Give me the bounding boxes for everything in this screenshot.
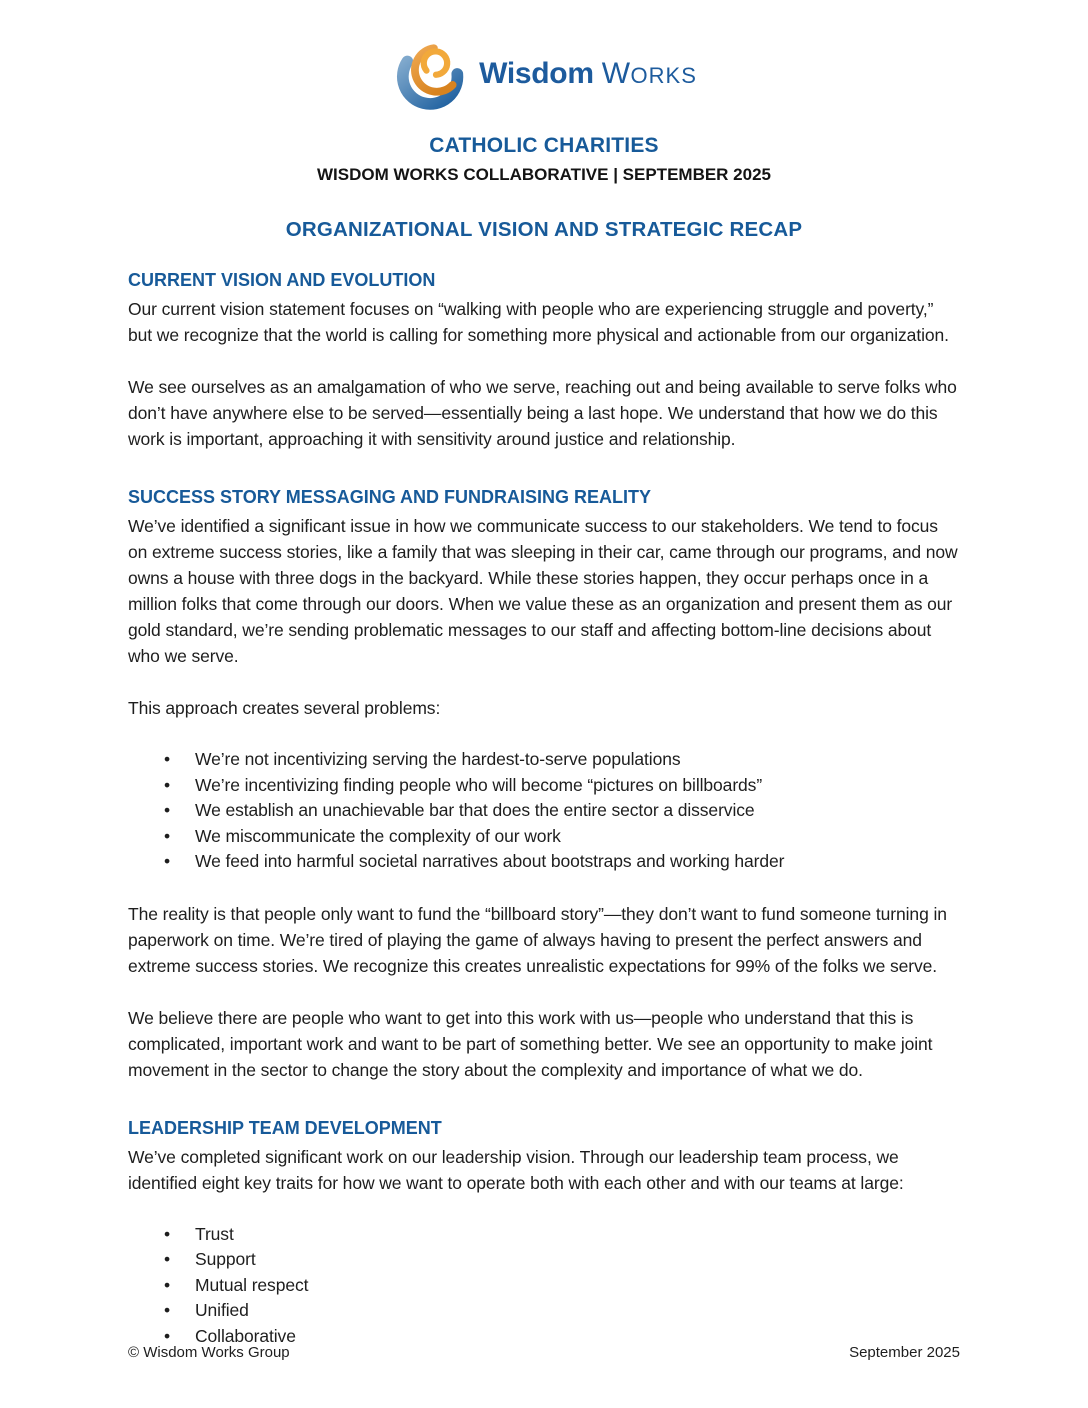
paragraph: We’ve identified a significant issue in how we communicate success to our stakeholders. We tend to focus on extreme success stories, like a family that was sleeping in their car, came through our programs, and now owns a house with three dogs in the backyard. While these stories happen, they occur perhaps once in a million folks that come through our doors. When we value these as an organization and present them as our gold standard, we’re sending problematic messages to our staff and affecting bottom-line decisions about who we serve. <box>128 516 958 666</box>
logo-wordmark <box>479 57 697 91</box>
bullet-item: • Trust <box>128 1222 960 1248</box>
bullet-item: • We’re incentivizing finding people who will become “pictures on billboards” <box>128 773 960 799</box>
bullet-item: • Collaborative <box>128 1324 960 1350</box>
footer-copyright: © Wisdom Works Group <box>128 1344 290 1361</box>
paragraph: We believe there are people who want to get into this work with us—people who understand that this is complicated, important work and want to be part of something better. We see an opportunity to make joint movement in the sector to change the story about the complexity and importance of what we do. <box>128 1007 933 1080</box>
doc-title: ORGANIZATIONAL VISION AND STRATEGIC RECAP <box>285 218 803 241</box>
section <box>128 1116 960 1350</box>
page-footer <box>128 1344 960 1361</box>
section-heading: CURRENT VISION AND EVOLUTION <box>128 270 436 290</box>
logo-word-works: WORKS <box>601 57 697 90</box>
paragraph: Our current vision statement focuses on “walking with people who are experiencing struggle and poverty,” but we recognize that the world is calling for something more physical and actionable from our organization. <box>128 299 949 345</box>
section-body <box>128 513 960 1083</box>
paragraph: We see ourselves as an amalgamation of who we serve, reaching out and being available to serve folks who don’t have anywhere else to be served—essentially being a last hope. We understand that how we do this work is important, approaching it with sensitivity around justice and relationship. <box>128 377 957 449</box>
wisdom-works-swirl-logo-icon <box>391 35 469 113</box>
paragraph: The reality is that people only want to fund the “billboard story”—they don’t want to fund someone turning in paperwork on time. We’re tired of playing the game of always having to present the perfect answers and extreme success stories. We recognize this creates unrealistic expectations for 99% of the folks we serve. <box>128 903 947 976</box>
bullet-item: • We establish an unachievable bar that does the entire sector a disservice <box>128 798 960 824</box>
bullet-item: • Unified <box>128 1298 960 1324</box>
bullet-item: • Support <box>128 1247 960 1273</box>
footer-date: September 2025 <box>849 1344 960 1361</box>
bullet-item: • We feed into harmful societal narratives about bootstraps and working harder <box>128 849 960 875</box>
logo <box>128 34 960 114</box>
org-name-heading: CATHOLIC CHARITIES <box>429 134 659 157</box>
section-body <box>128 1144 960 1350</box>
bullet-list <box>128 1222 960 1350</box>
logo-word-wisdom: Wisdom <box>479 57 594 90</box>
bullet-item: • We miscommunicate the complexity of our work <box>128 824 960 850</box>
section <box>128 485 960 1083</box>
section-heading: LEADERSHIP TEAM DEVELOPMENT <box>128 1117 442 1138</box>
paragraph: This approach creates several problems: <box>128 698 441 718</box>
bullet-item: • Mutual respect <box>128 1273 960 1299</box>
bullet-list <box>128 747 960 875</box>
document-sections <box>128 268 960 1349</box>
doc-subtitle: WISDOM WORKS COLLABORATIVE | SEPTEMBER 2025 <box>316 165 772 184</box>
paragraph: We’ve completed significant work on our leadership vision. Through our leadership team process, we identified eight key traits for how we want to operate both with each other and with our teams at large: <box>128 1146 904 1193</box>
section <box>128 268 960 452</box>
section-heading: SUCCESS STORY MESSAGING AND FUNDRAISING REALITY <box>128 487 652 507</box>
bullet-item: • We’re not incentivizing serving the hardest-to-serve populations <box>128 747 960 773</box>
section-body <box>128 296 960 452</box>
